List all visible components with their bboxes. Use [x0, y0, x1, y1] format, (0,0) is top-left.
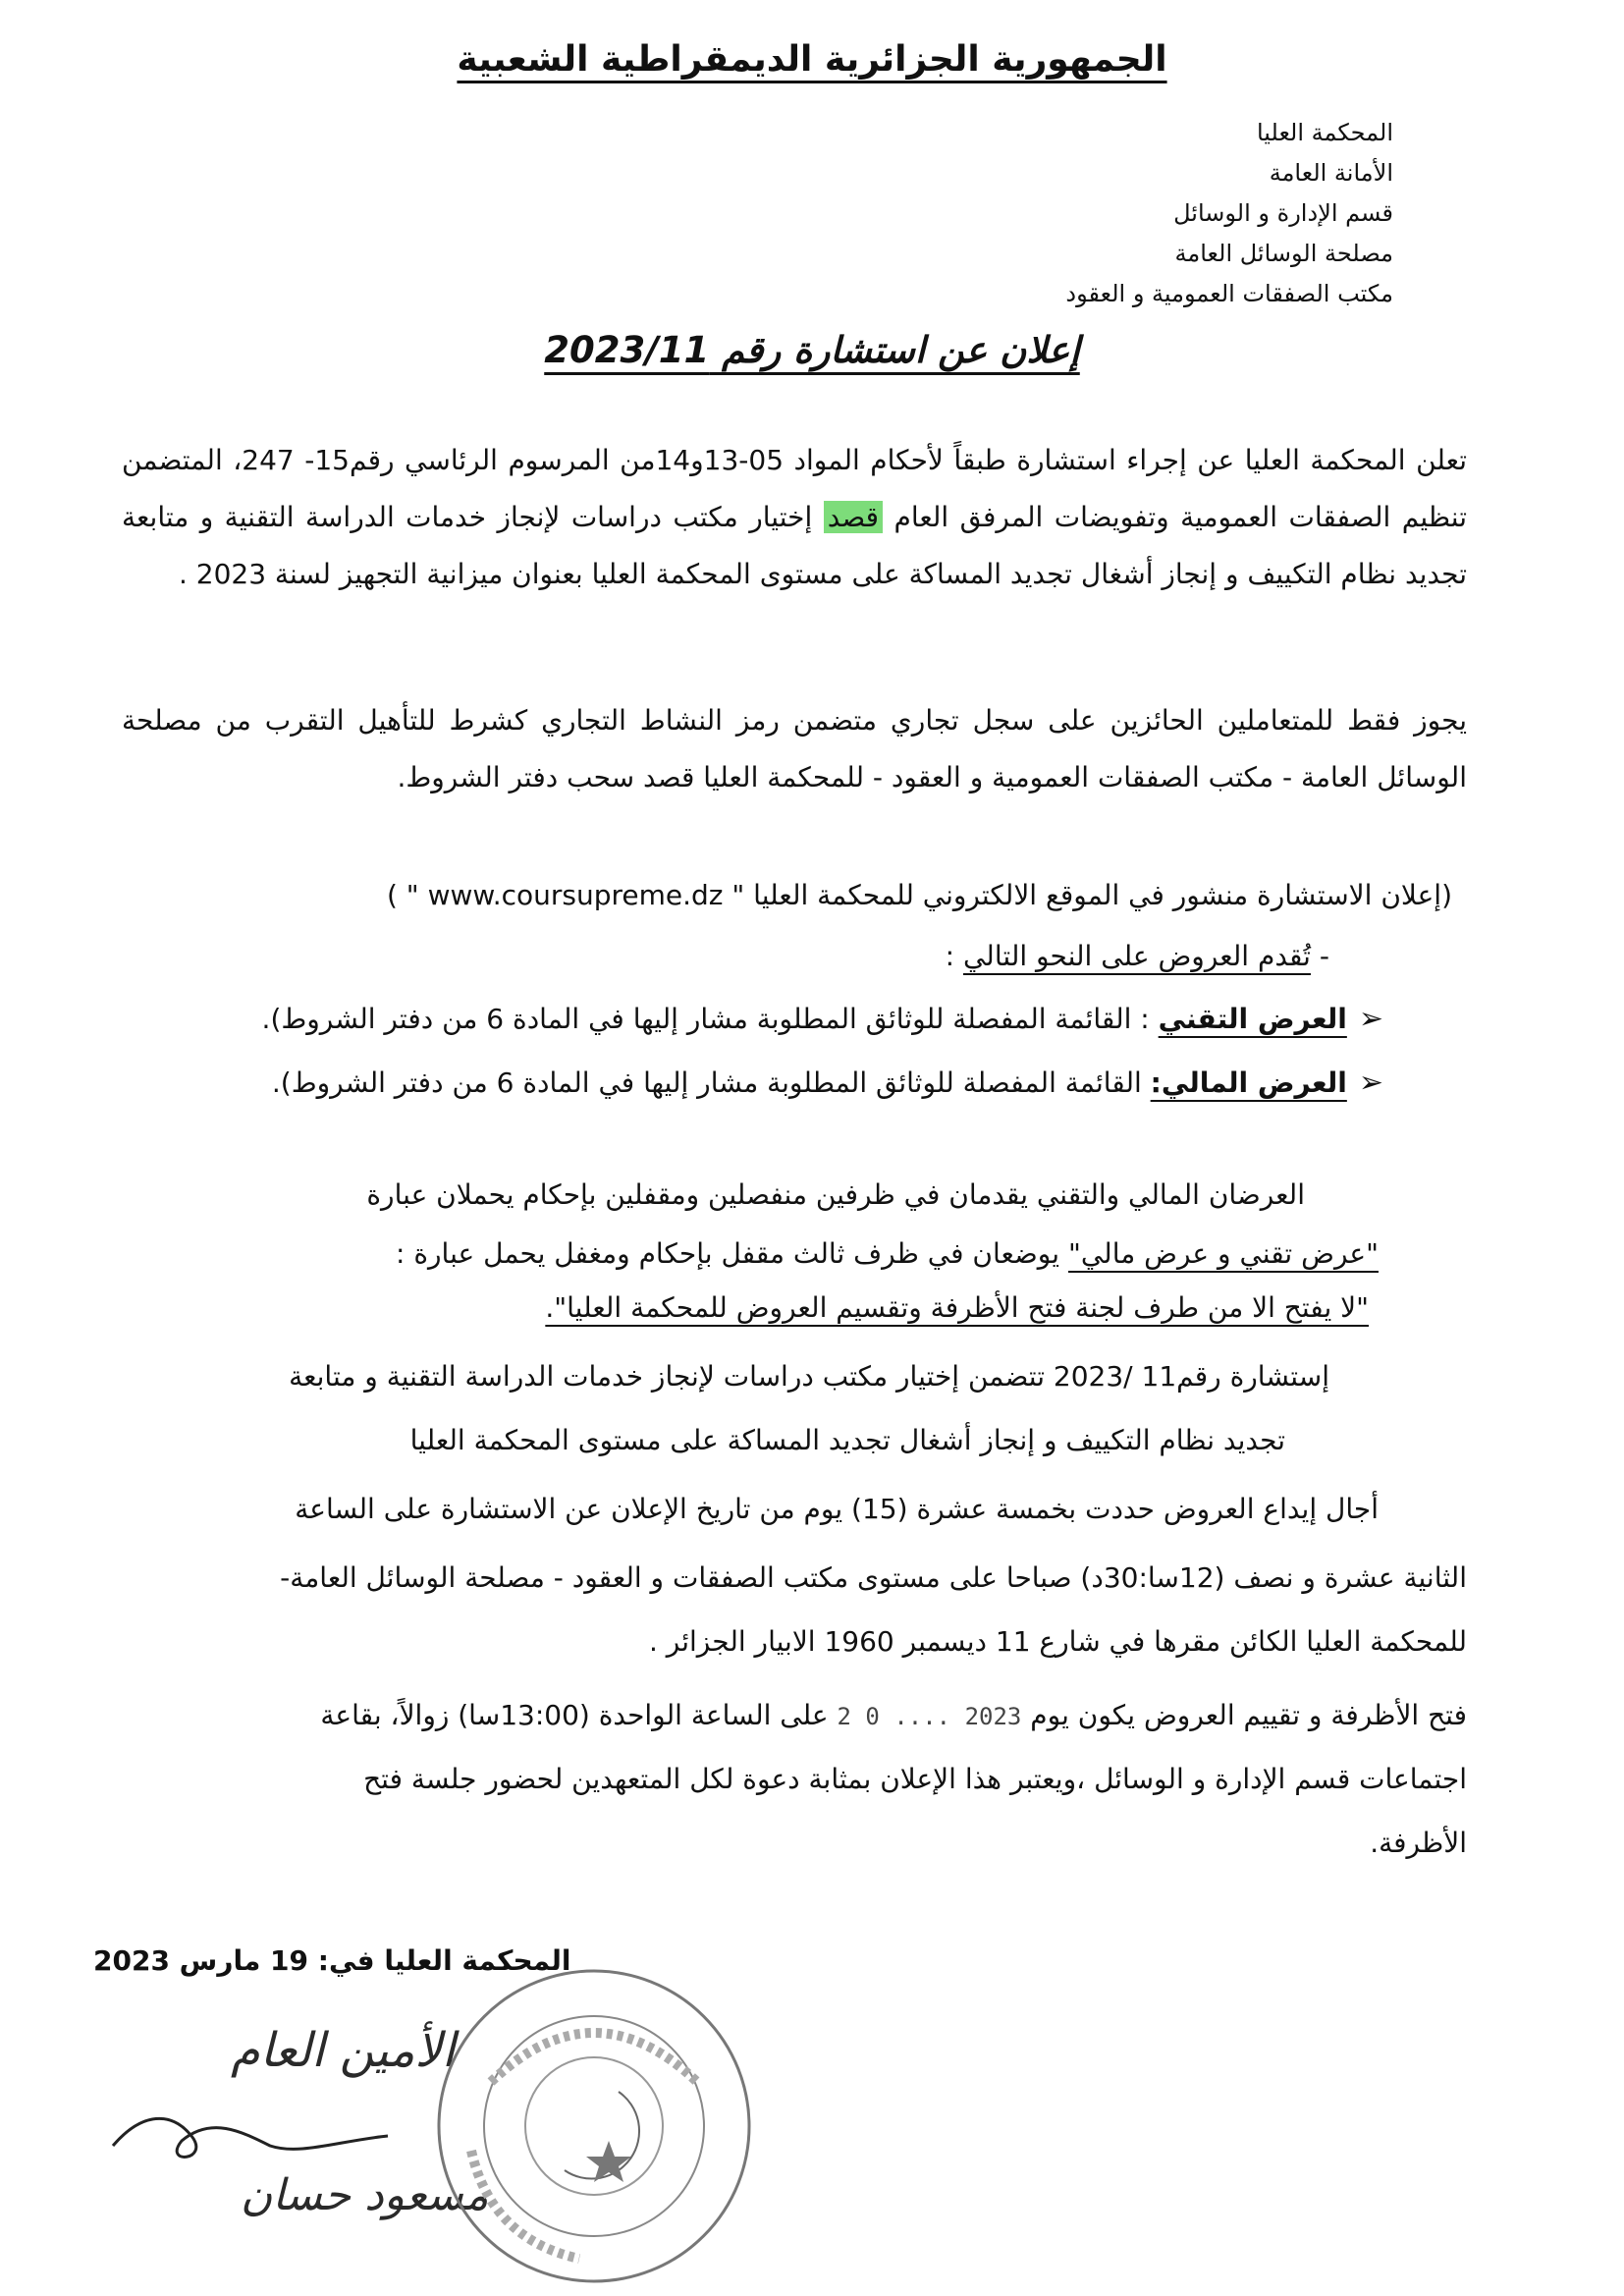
offer-technical-label: العرض التقني	[1158, 1003, 1347, 1035]
header-line-court: المحكمة العليا	[1256, 119, 1393, 146]
offers-intro-colon: :	[945, 940, 963, 972]
deadline-line-3: للمحكمة العليا الكائن مقرها في شارع 11 ديسمبر 1960 الابيار الجزائر .	[648, 1625, 1467, 1658]
envelope-line-3: "لا يفتح الا من طرف لجنة فتح الأظرفة وتقسيم العروض للمحكمة العليا".	[545, 1291, 1369, 1324]
website-line: (إعلان الاستشارة منشور في الموقع الالكتروني للمحكمة العليا " www.coursupreme.dz " )	[386, 879, 1452, 911]
intro-text-part1: تعلن المحكمة العليا عن إجراء استشارة طبقاً لأحكام المواد 05-13و14من المرسوم الرئاسي رقم15- 247، المتضمن تنظيم الصفقات العمومية وتفويضات المرفق العام	[122, 444, 1467, 533]
offers-intro	[946, 940, 1329, 972]
offer-financial-text: القائمة المفصلة للوثائق المطلوبة مشار إليها في المادة 6 من دفتر الشروط).	[271, 1066, 1151, 1099]
opening-line-2: اجتماعات قسم الإدارة و الوسائل ،ويعتبر هذا الإعلان بمثابة دعوة لكل المتعهدين لحضور جلسة فتح	[363, 1763, 1467, 1795]
opening-text-part1: فتح الأظرفة و تقييم العروض يكون يوم	[1030, 1699, 1467, 1731]
offer-financial	[272, 1066, 1383, 1100]
highlighted-word: قصد	[824, 501, 883, 533]
envelope-label-offers: "عرض تقني و عرض مالي"	[1067, 1237, 1379, 1270]
envelope-line-2-text: يوضعان في ظرف ثالث مقفل بإحكام ومغفل يحمل عبارة :	[396, 1237, 1068, 1270]
signature-date: المحكمة العليا في: 19 مارس 2023	[93, 1944, 571, 1977]
header-line-secretariat: الأمانة العامة	[1269, 159, 1393, 187]
signatory-title: الأمين العام	[231, 2023, 456, 2078]
republic-heading: الجمهورية الجزائرية الديمقراطية الشعبية	[457, 39, 1167, 80]
signatory-name: مسعود حسان	[241, 2170, 489, 2220]
opening-line-1	[320, 1699, 1467, 1731]
intro-paragraph	[122, 432, 1467, 603]
offer-technical	[262, 1002, 1383, 1036]
checkmark-arrow-icon: ➢	[1358, 1002, 1383, 1036]
offers-intro-text: تُقدم العروض على النحو التالي	[962, 940, 1311, 972]
offers-intro-dash: -	[1310, 940, 1329, 972]
header-line-department: قسم الإدارة و الوسائل	[1173, 199, 1393, 227]
checkmark-arrow-icon: ➢	[1358, 1066, 1383, 1100]
eligibility-paragraph: يجوز فقط للمتعاملين الحائزين على سجل تجاري متضمن رمز النشاط التجاري كشرط للتأهيل التقرب من مصلحة الوسائل العامة - مكتب الصفقات العمومية و العقود - للمحكمة العليا قصد سحب دفتر الشروط.	[122, 704, 1467, 793]
official-seal	[432, 1964, 756, 2288]
consultation-line-2: تجديد نظام التكييف و إنجاز أشغال تجديد المساكة على مستوى المحكمة العليا	[409, 1424, 1285, 1456]
announcement-title: إعلان عن استشارة رقم 2023/11	[544, 329, 1080, 371]
header-line-service: مصلحة الوسائل العامة	[1174, 240, 1393, 267]
header-line-office: مكتب الصفقات العمومية و العقود	[1065, 280, 1393, 307]
envelope-line-2	[396, 1237, 1379, 1270]
opening-text-part2: على الساعة الواحدة (13:00سا) زوالاً، بقاعة	[320, 1699, 829, 1731]
opening-line-3: الأظرفة.	[1370, 1827, 1467, 1859]
issuer-header	[706, 113, 1393, 314]
intro-text-part2: إختيار مكتب دراسات لإنجاز خدمات الدراسة التقنية و متابعة تجديد نظام التكييف و إنجاز أشغال تجديد المساكة على مستوى المحكمة العليا بعنوان ميزانية التجهيز لسنة 2023 .	[122, 501, 1467, 590]
signature-scribble	[103, 2092, 398, 2180]
deadline-line-2: الثانية عشرة و نصف (12سا:30د) صباحا على مستوى مكتب الصفقات و العقود - مصلحة الوسائل العامة-	[280, 1561, 1467, 1594]
offer-technical-text: : القائمة المفصلة للوثائق المطلوبة مشار إليها في المادة 6 من دفتر الشروط).	[261, 1003, 1150, 1035]
offer-financial-label: العرض المالي:	[1150, 1066, 1347, 1099]
date-stamp: 2023 .... 0 2	[837, 1703, 1022, 1730]
consultation-line-1: إستشارة رقم11 /2023 تتضمن إختيار مكتب دراسات لإنجاز خدمات الدراسة التقنية و متابعة	[289, 1360, 1329, 1393]
deadline-line-1: أجال إيداع العروض حددت بخمسة عشرة (15) يوم من تاريخ الإعلان عن الاستشارة على الساعة	[295, 1493, 1379, 1525]
envelope-line-1: العرضان المالي والتقني يقدمان في ظرفين منفصلين ومقفلين بإحكام يحملان عبارة	[366, 1178, 1305, 1211]
